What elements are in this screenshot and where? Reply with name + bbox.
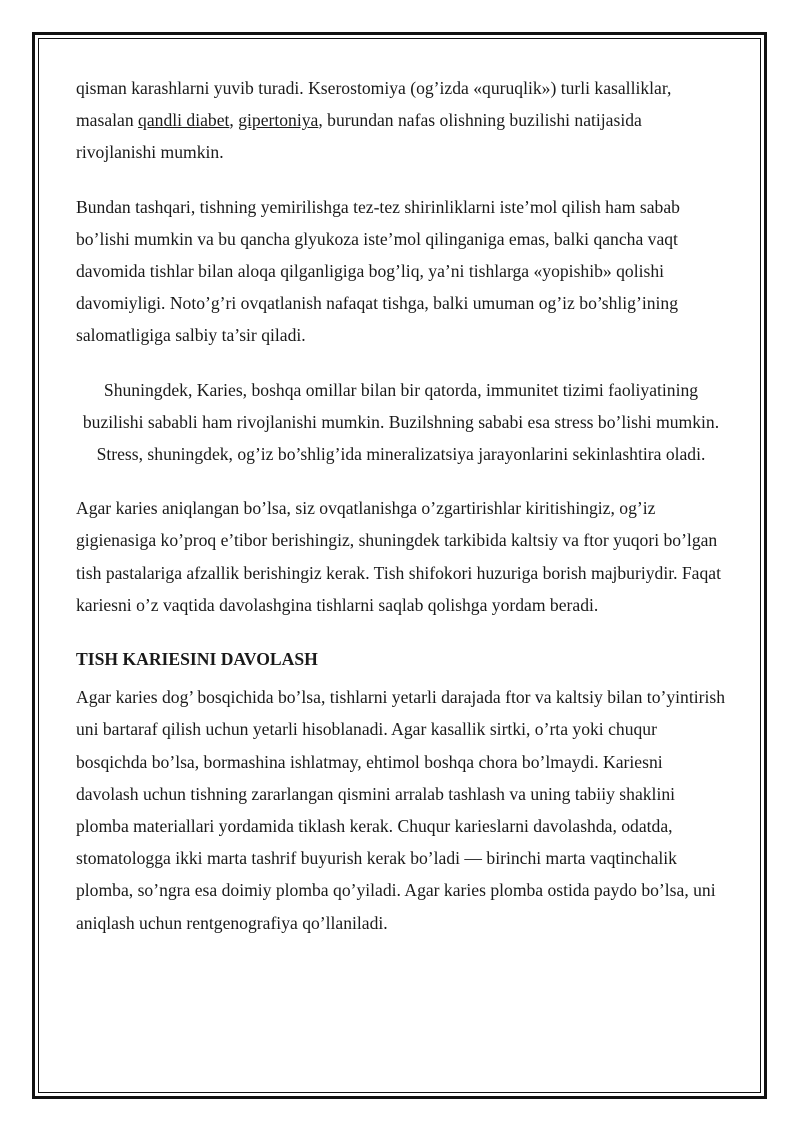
section-heading: TISH KARIESINI DAVOLASH bbox=[76, 649, 318, 670]
paragraph-treatment: Agar karies dog’ bosqichida bo’lsa, tishlarni yetarli darajada ftor va kaltsiy bilan to’yintirish uni bartaraf qilish uchun yetarli hisoblanadi. Agar kasallik sirtki, o’rta yoki chuqur bosqichda bo’lsa, bormashina ishlatmay, ehtimol boshqa chora bo’lmaydi. Kariesni davolash uchun tishning zararlangan qismini arralab tashlash va uning tabiiy shaklini plomba materiallari yordamida tiklash kerak. Chuqur karieslarni davolashda, odatda, stomatologga ikki marta tashrif buyurish kerak bo’ladi — birinchi marta vaqtinchalik plomba, so’ngra esa doimiy plomba qo’yiladi. Agar karies plomba ostida paydo bo’lsa, uni aniqlash uchun rentgenografiya qo’llaniladi. bbox=[76, 687, 725, 933]
paragraph-immunity: Shuningdek, Karies, boshqa omillar bilan bir qatorda, immunitet tizimi faoliyatining buzilishi sababli ham rivojlanishi mumkin. Buzilshning sababi esa stress bo’lishi mumkin. Stress, shuningdek, og’iz bo’shlig’ida mineralizatsiya jarayonlarini sekinlashtira oladi. bbox=[82, 379, 720, 465]
paragraph-text: qisman karashlarni yuvib turadi. Kserostomiya (og’izda «quruqlik») turli kasalliklar, masalan bbox=[76, 78, 672, 131]
paragraph-advice: Agar karies aniqlangan bo’lsa, siz ovqatlanishga o’zgartirishlar kiritishingiz, og’iz gigienasiga ko’proq e’tibor berishingiz, shuningdek tarkibida kaltsiy va ftor yuqori bo’lgan tish pastalariga afzallik berishingiz kerak. Tish shifokori huzuriga borish majburiydir. Faqat kariesni o’z vaqtida davolashgina tishlarni saqlab qolishga yordam beradi. bbox=[76, 498, 721, 615]
paragraph-sweets: Bundan tashqari, tishning yemirilishga tez-tez shirinliklarni iste’mol qilish ham sabab bo’lishi mumkin va bu qancha glyukoza iste’mol qilinganiga emas, balki qancha vaqt davomida tishlar bilan aloqa qilganligiga bog’liq, ya’ni tishlarga «yopishib» qolishi davomiyligi. Noto’g’ri ovqatlanish nafaqat tishga, balki umuman og’iz bo’shlig’ining salomatligiga salbiy ta’sir qiladi. bbox=[76, 196, 680, 346]
paragraph-xerostomia bbox=[76, 72, 726, 169]
link-gipertoniya[interactable]: gipertoniya bbox=[238, 110, 319, 131]
document-body bbox=[76, 72, 726, 961]
paragraph-text: , burundan nafas olishning buzilishi natijasida rivojlanishi mumkin. bbox=[76, 110, 642, 163]
paragraph-text: , bbox=[229, 110, 239, 131]
link-qandli-diabet[interactable]: qandli diabet bbox=[138, 110, 230, 131]
